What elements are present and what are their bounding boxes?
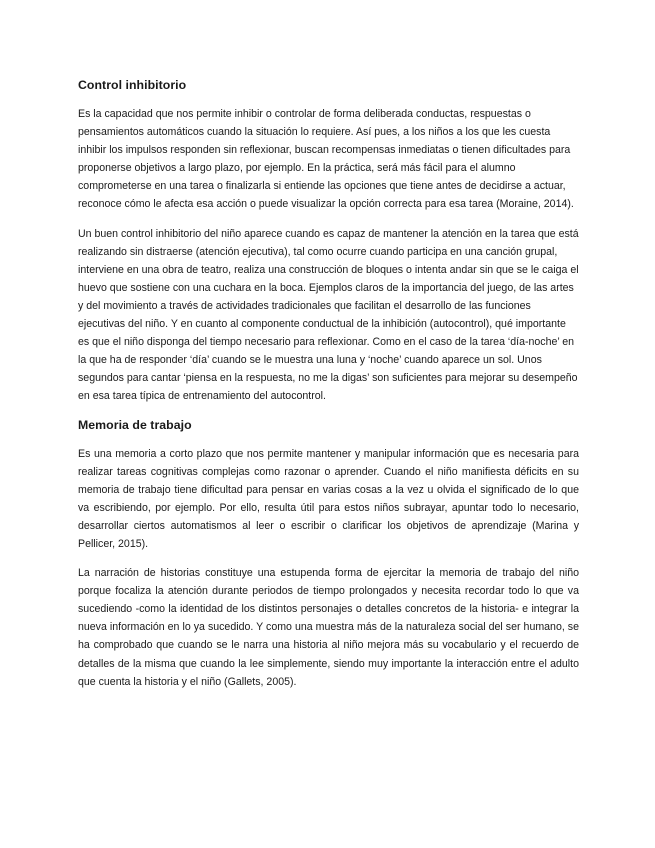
document-page	[78, 76, 579, 691]
section-heading-control-inhibitorio: Control inhibitorio	[78, 78, 187, 92]
paragraph: Es la capacidad que nos permite inhibir o controlar de forma deliberada conductas, respuestas o pensamientos automáticos cuando la situación lo requiere. Así pues, a los niños a los que les cuesta inhibir los impulsos responden sin reflexionar, buscan recompensas inmediatas o tienen dificultades para proponerse objetivos a largo plazo, por ejemplo. En la práctica, será más fácil para el alumno comprometerse en una tarea o finalizarla si entiende las opciones que tiene antes de decidirse a actuar, reconoce cómo le afecta esa acción o puede visualizar la opción correcta para esa tarea (Moraine, 2014).	[78, 108, 574, 211]
paragraph: La narración de historias constituye una estupenda forma de ejercitar la memoria de trabajo del niño porque focaliza la atención durante periodos de tiempo prolongados y necesita recordar todo lo que va sucediendo -como la identidad de los distintos personajes o detalles concretos de la historia- e integrar la nueva información en lo ya sucedido. Y como una muestra más de la naturaleza social del ser humano, se ha comprobado que cuando se le narra una historia al niño mejora más su vocabulario y el recuerdo de detalles de la misma que cuando la lee simplemente, siendo muy importante la interacción entre el adulto que cuenta la historia y el niño (Gallets, 2005).	[78, 567, 579, 688]
paragraph: Un buen control inhibitorio del niño aparece cuando es capaz de mantener la atención en la tarea que está realizando sin distraerse (atención ejecutiva), tal como ocurre cuando participa en una canción grupal, interviene en una obra de teatro, realiza una construcción de bloques o intenta andar sin que se le caiga el huevo que sostiene con una cuchara en la boca. Ejemplos claros de la importancia del juego, de las artes y del movimiento a través de actividades tradicionales que facilitan el desarrollo de las funciones ejecutivas del niño. Y en cuanto al componente conductual de la inhibición (autocontrol), qué importante es que el niño disponga del tiempo necesario para reflexionar. Como en el caso de la tarea ‘día-noche’ en la que ha de responder ‘día’ cuando se le muestra una luna y ‘noche’ cuando aparece un sol. Unos segundos para cantar ‘piensa en la respuesta, no me la digas’ son suficientes para mejorar su desempeño en esa tarea típica de entrenamiento del autocontrol.	[78, 227, 579, 403]
paragraph: Es una memoria a corto plazo que nos permite mantener y manipular información que es necesaria para realizar tareas cognitivas complejas como razonar o aprender. Cuando el niño manifiesta déficits en su memoria de trabajo tiene dificultad para pensar en varias cosas a la vez u olvida el significado de lo que va escribiendo, por ejemplo. Por ello, resulta útil para estos niños subrayar, apuntar todo lo necesario, desarrollar ciertos automatismos al leer o escribir o clarificar los objetivos de aprendizaje (Marina y Pellicer, 2015).	[78, 447, 579, 550]
section-heading-memoria-de-trabajo: Memoria de trabajo	[78, 417, 192, 432]
